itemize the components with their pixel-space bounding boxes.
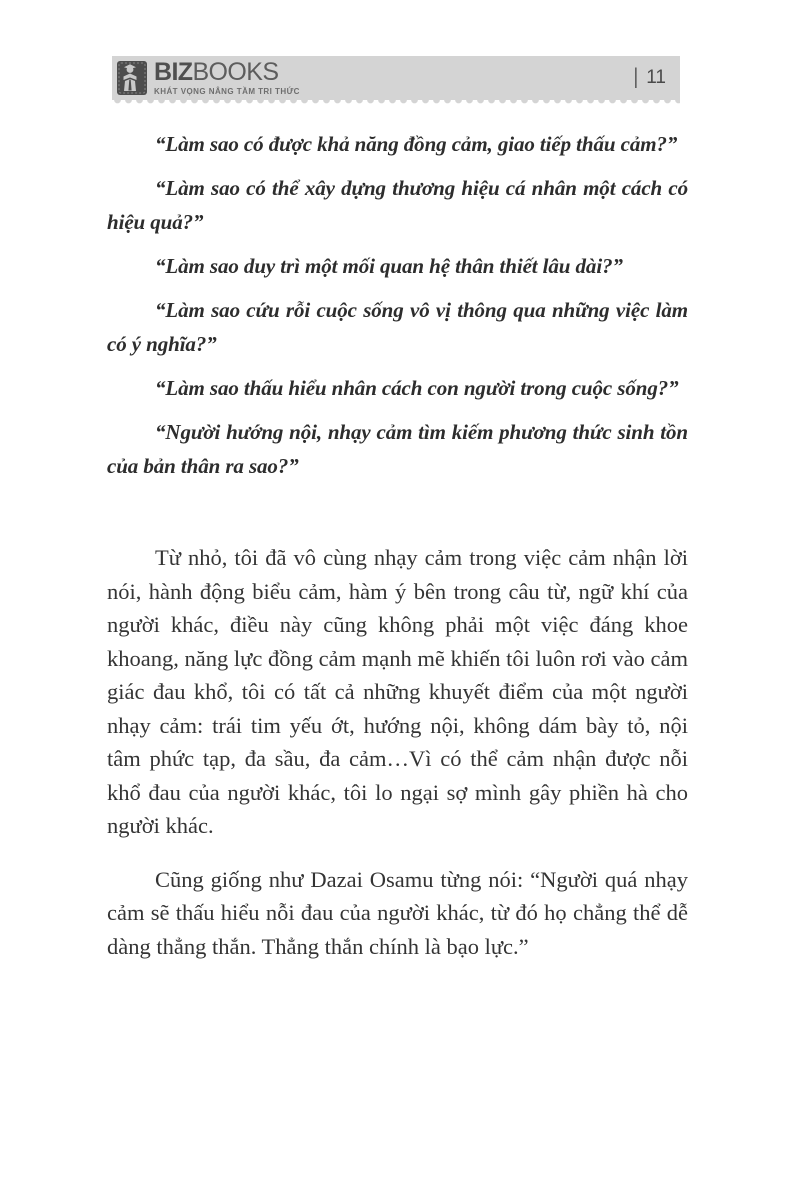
perforated-edge [112,100,680,105]
question-quote: “Làm sao duy trì một mối quan hệ thân thiết lâu dài?” [155,254,623,278]
page-number [633,67,666,89]
brand-biz: BIZ [154,58,193,86]
body-paragraph: Từ nhỏ, tôi đã vô cùng nhạy cảm trong việc cảm nhận lời nói, hành động biểu cảm, hàm ý bên trong câu từ, ngữ khí của người khác, điều này cũng không phải một việc đáng khoe khoang, năng lực đồng cảm mạnh mẽ khiến tôi luôn rơi vào cảm giác đau khổ, tôi có tất cả những khuyết điểm của một người nhạy cảm: trái tim yếu ớt, hướng nội, không dám bày tỏ, nội tâm phức tạp, đa sầu, đa cảm…Vì có thể cảm nhận được nỗi khổ đau của người khác, tôi lo ngại sợ mình gây phiền hà cho người khác. [107,545,688,838]
logo-text [154,60,300,96]
body-paragraph: Cũng giống như Dazai Osamu từng nói: “Người quá nhạy cảm sẽ thấu hiểu nỗi đau của người khác, từ đó họ chẳng thể dễ dàng thẳng thắn. Thẳng thắn chính là bạo lực.” [107,866,688,959]
page-number-value: 11 [646,67,666,88]
body-text [107,541,688,963]
question-quotes [107,127,688,483]
brand-name [154,60,300,85]
page-number-separator: | [633,65,639,90]
question-quote: “Người hướng nội, nhạy cảm tìm kiếm phương thức sinh tồn của bản thân ra sao?” [107,420,688,478]
page-header [112,56,680,100]
bizbooks-logo [117,60,300,96]
reader-figure-icon [117,61,147,95]
brand-tagline: KHÁT VỌNG NÂNG TẦM TRI THỨC [154,87,300,96]
question-quote: “Làm sao thấu hiểu nhân cách con người trong cuộc sống?” [155,376,679,400]
brand-books: BOOKS [192,58,279,86]
page-content [107,127,688,983]
question-quote: “Làm sao có thể xây dựng thương hiệu cá nhân một cách có hiệu quả?” [107,176,688,234]
question-quote: “Làm sao có được khả năng đồng cảm, giao tiếp thấu cảm?” [155,132,678,156]
question-quote: “Làm sao cứu rỗi cuộc sống vô vị thông qua những việc làm có ý nghĩa?” [107,298,688,356]
